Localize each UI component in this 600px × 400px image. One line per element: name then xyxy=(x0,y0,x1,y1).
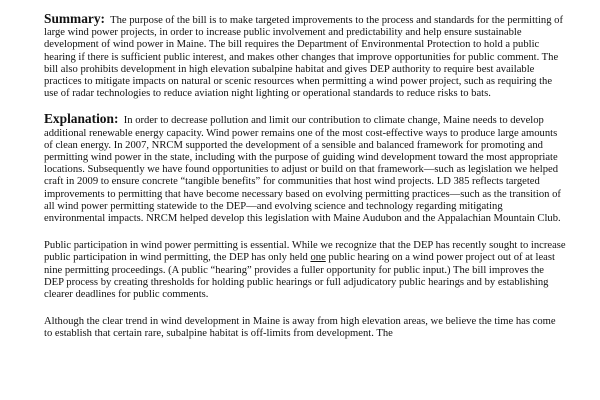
habitat-trend-text: Although the clear trend in wind development in Maine is away from high elevation areas, we believe the time has come to establish that certain rare, subalpine habitat is off-limits from development. The xyxy=(44,316,556,340)
explanation-paragraph xyxy=(44,113,566,225)
explanation-heading: Explanation: xyxy=(44,111,119,127)
participation-text-end: public hearing on a wind power project out of at least nine permitting proceedings. (A public “hearing” provides a fuller opportunity for public input.) The bill improves the DEP process by creating thresholds for holding public hearings or full adjudicatory public hearings and by establishing clearer deadlines for public comments. xyxy=(44,252,555,301)
participation-underlined-word: one xyxy=(310,252,326,264)
public-participation-paragraph xyxy=(44,240,566,301)
summary-heading: Summary: xyxy=(44,11,105,26)
participation-text-start: Public participation in wind power permitting is essential. While we recognize that the DEP has recently sought to increase public participation in wind permitting, the DEP has only held xyxy=(44,240,566,264)
document-body xyxy=(44,13,566,356)
summary-paragraph xyxy=(44,13,566,100)
summary-text: The purpose of the bill is to make targeted improvements to the process and standards for the permitting of large wind power projects, in order to increase public involvement and predictability and help ensure sustainable development of wind power in Maine. The bill requires the Department of Environmental Protection to hold a public hearing if there is sufficient public interest, and makes other changes that improve opportunities for public comment. The bill also prohibits development in high elevation subalpine habitat and gives DEP authority to require best available practices to mitigate impacts on natural or scenic resources when permitting a wind power project, such as requiring the use of radar technologies to reduce aviation night lighting or operational standards to reduce risks to bats. xyxy=(44,15,563,100)
habitat-trend-paragraph xyxy=(44,316,566,340)
explanation-text: In order to decrease pollution and limit our contribution to climate change, Maine needs to develop additional renewable energy capacity. Wind power remains one of the most cost-effective ways to produce large amounts of clean energy. In 2007, NRCM supported the development of a sensible and balanced framework for promoting and permitting wind power in the state, including with the purpose of guiding wind development toward the most appropriate locations. Subsequently we have found opportunities to adjust or build on that framework—such as legislation we helped craft in 2009 to ensure concrete “tangible benefits” for communities that host wind projects. LD 385 reflects targeted improvements to permitting that have become necessary based on evolving permitting practices—such as the transition of all wind power permitting statewide to the DEP—and evolving science and technology regarding mitigating environmental impacts. NRCM helped develop this legislation with Maine Audubon and the Appalachian Mountain Club. xyxy=(44,115,561,225)
